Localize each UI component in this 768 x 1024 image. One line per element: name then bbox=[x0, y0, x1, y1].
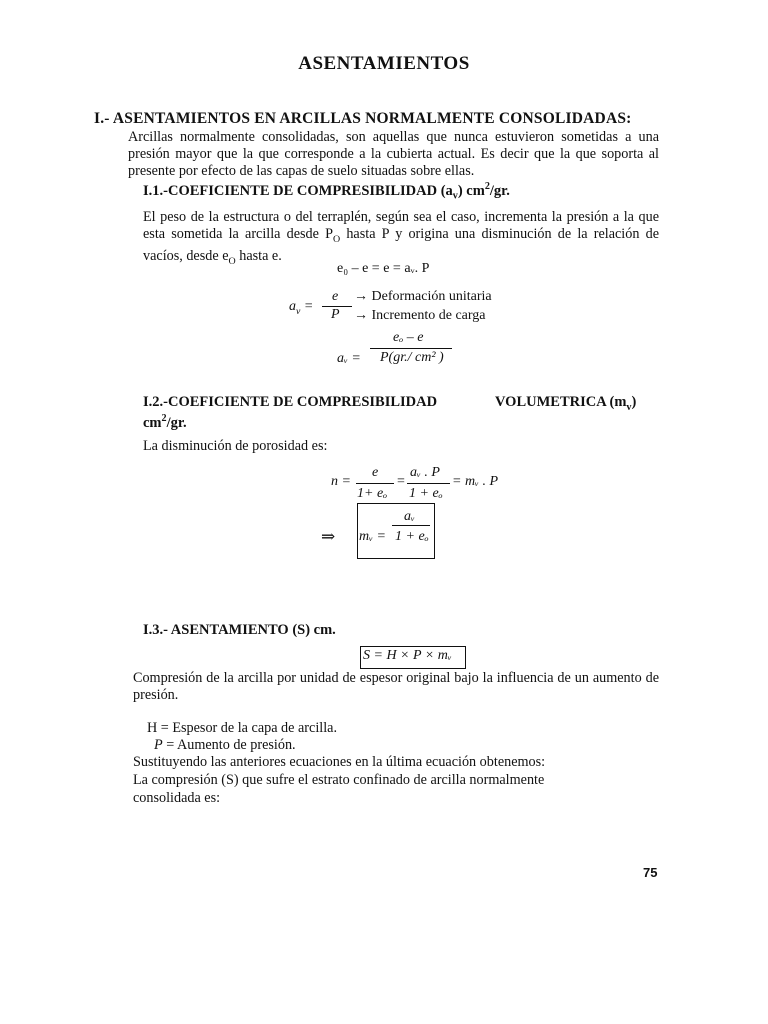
section-heading: I.- ASENTAMIENTOS EN ARCILLAS NORMALMENTE CONSOLIDADAS: bbox=[94, 110, 632, 127]
substitution-line: Sustituyendo las anteriores ecuaciones en la última ecuación obtenemos: bbox=[133, 754, 546, 770]
subsection-heading-1-2: I.2.-COEFICIENTE DE COMPRESIBILIDAD bbox=[143, 394, 438, 410]
compression-line-2: consolidada es: bbox=[133, 790, 221, 806]
fraction-bar bbox=[392, 525, 430, 526]
equation-av2-denominator: P(gr./ cm² ) bbox=[380, 350, 444, 365]
equation-n-lhs: n = bbox=[331, 474, 351, 489]
settlement-formula: S = H × P × mᵥ bbox=[363, 648, 452, 663]
fraction-bar bbox=[407, 483, 450, 484]
fraction-bar bbox=[356, 483, 394, 484]
equation-av-numerator: e bbox=[332, 289, 339, 304]
equation-av-lhs: $a_v$ = bbox=[289, 299, 314, 317]
page-number: 75 bbox=[643, 865, 658, 880]
definition-p: P = Aumento de presión. bbox=[154, 737, 296, 753]
compression-paragraph: Compresión de la arcilla por unidad de espesor original bajo la influencia de un aumento de presión. bbox=[133, 670, 659, 703]
equation-n-f1-num: e bbox=[372, 465, 379, 480]
page-title: ASENTAMIENTOS bbox=[298, 53, 470, 74]
equation-av-denominator: P bbox=[331, 307, 340, 322]
box-lhs: mᵥ = bbox=[359, 529, 386, 544]
section-intro: Arcillas normalmente consolidadas, son aquellas que nunca estuvieron sometidas a una presión mayor que la que corresponde a la cubierta actual. Es decir que la que soporta al presente por efecto de las capas de suelo situadas sobre ellas. bbox=[128, 129, 659, 179]
box-numerator: aᵥ bbox=[404, 509, 415, 524]
equation-av2-lhs: aᵥ = bbox=[337, 351, 361, 366]
subsection-paragraph-1-1: El peso de la estructura o del terraplén, según sea el caso, incrementa la presión a la que esta sometida la arcilla desde $P_O$ hasta P y origina una disminución de la relación de vacíos, desde $e_O$ hasta e. bbox=[143, 209, 659, 267]
implies-arrow: ⇒ bbox=[321, 527, 336, 546]
compression-line: La compresión (S) que sufre el estrato confinado de arcilla normalmente bbox=[133, 772, 545, 788]
subsection-heading-1-1: I.1.-COEFICIENTE DE COMPRESIBILIDAD $(a_v)$ $cm^2/gr$. bbox=[143, 181, 510, 202]
equation-n-f2-num: aᵥ . P bbox=[410, 465, 440, 480]
subsection-heading-1-2-units: $cm^2/gr$. bbox=[143, 413, 187, 431]
porosity-intro: La disminución de porosidad es: bbox=[143, 438, 328, 454]
equation-n-f2-den: 1 + eₒ bbox=[409, 486, 443, 501]
equation-av2-numerator: eₒ – e bbox=[393, 330, 424, 345]
note-load-increment: → Incremento de carga bbox=[354, 308, 486, 323]
equals-sign: = bbox=[397, 474, 405, 489]
equation-n-f1-den: 1+ eₒ bbox=[357, 486, 388, 501]
note-deformation: → Deformación unitaria bbox=[354, 289, 492, 304]
subsection-heading-1-2-cont: VOLUMETRICA $(m_v)$ bbox=[495, 394, 637, 413]
definition-h: H = Espesor de la capa de arcilla. bbox=[147, 720, 337, 736]
equation-void-ratio: e₀ – e = e = aᵥ. P bbox=[337, 261, 430, 276]
fraction-bar bbox=[370, 348, 452, 349]
equation-n-rhs: = mᵥ . P bbox=[452, 474, 499, 489]
subsection-heading-1-3: I.3.- ASENTAMIENTO (S) cm. bbox=[143, 622, 336, 638]
box-denominator: 1 + eₒ bbox=[395, 529, 429, 544]
